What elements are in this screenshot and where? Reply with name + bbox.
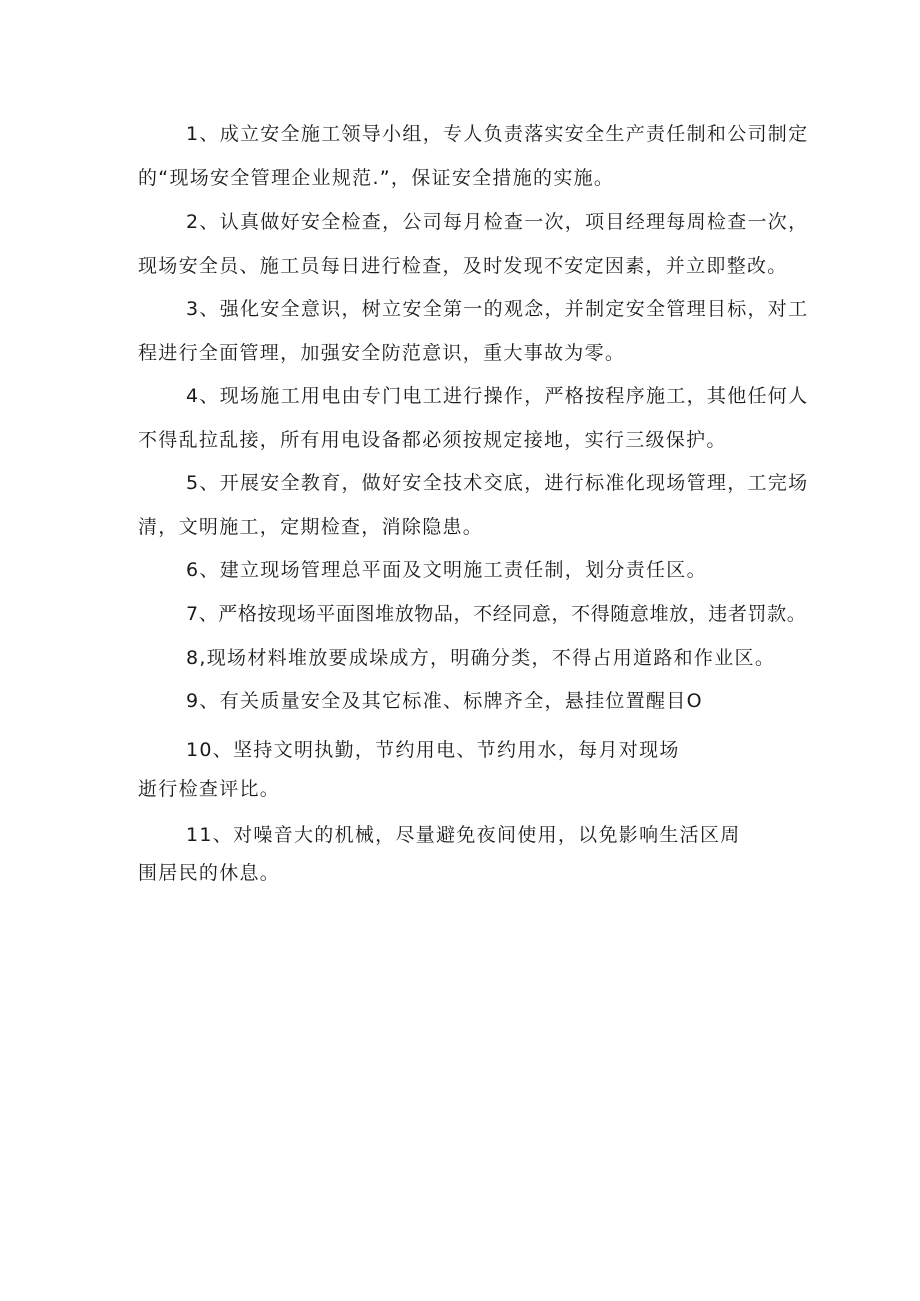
item-6-line-1: 6、建立现场管理总平面及文明施工责任制，划分责任区。 bbox=[186, 559, 707, 581]
item-9-line-1: 9、有关质量安全及其它标准、标牌齐全，悬挂位置醒目O bbox=[186, 690, 703, 712]
item-1-line-2: 的“现场安全管理企业规范.”，保证安全措施的实施。 bbox=[138, 167, 615, 189]
item-4-line-1: 4、现场施工用电由专门电工进行操作，严格按程序施工，其他任何人 bbox=[186, 385, 809, 407]
item-5-line-2: 清，文明施工，定期检查，消除隐患。 bbox=[138, 516, 484, 538]
item-11-line-2: 围居民的休息。 bbox=[138, 862, 281, 884]
item-2-line-2: 现场安全员、施工员每日进行检查，及时发现不安定因素，并立即整改。 bbox=[138, 255, 788, 277]
item-1-line-1: 1、成立安全施工领导小组，专人负责落实安全生产责任制和公司制定 bbox=[186, 123, 809, 145]
item-5-line-1: 5、开展安全教育，做好安全技术交底，进行标准化现场管理，工完场 bbox=[186, 472, 809, 494]
item-3-line-1: 3、强化安全意识，树立安全第一的观念，并制定安全管理目标，对工 bbox=[186, 298, 809, 320]
item-11-line-1: 11、对噪音大的机械，尽量避免夜间使用，以免影响生活区周 bbox=[186, 824, 741, 846]
item-4-line-2: 不得乱拉乱接，所有用电设备都必须按规定接地，实行三级保护。 bbox=[138, 429, 727, 451]
item-8-line-1: 8,现场材料堆放要成垛成方，明确分类，不得占用道路和作业区。 bbox=[186, 647, 776, 669]
item-10-line-1: 10、坚持文明执勤，节约用电、节约用水，每月对现场 bbox=[186, 739, 680, 761]
item-2-line-1: 2、认真做好安全检查，公司每月检查一次，项目经理每周检查一次， bbox=[186, 211, 809, 233]
item-3-line-2: 程进行全面管理，加强安全防范意识，重大事故为零。 bbox=[138, 342, 626, 364]
item-10-line-2: 逝行检查评比。 bbox=[138, 778, 281, 800]
item-7-line-1: 7、严格按现场平面图堆放物品，不经同意，不得随意堆放，违者罚款。 bbox=[186, 603, 807, 625]
